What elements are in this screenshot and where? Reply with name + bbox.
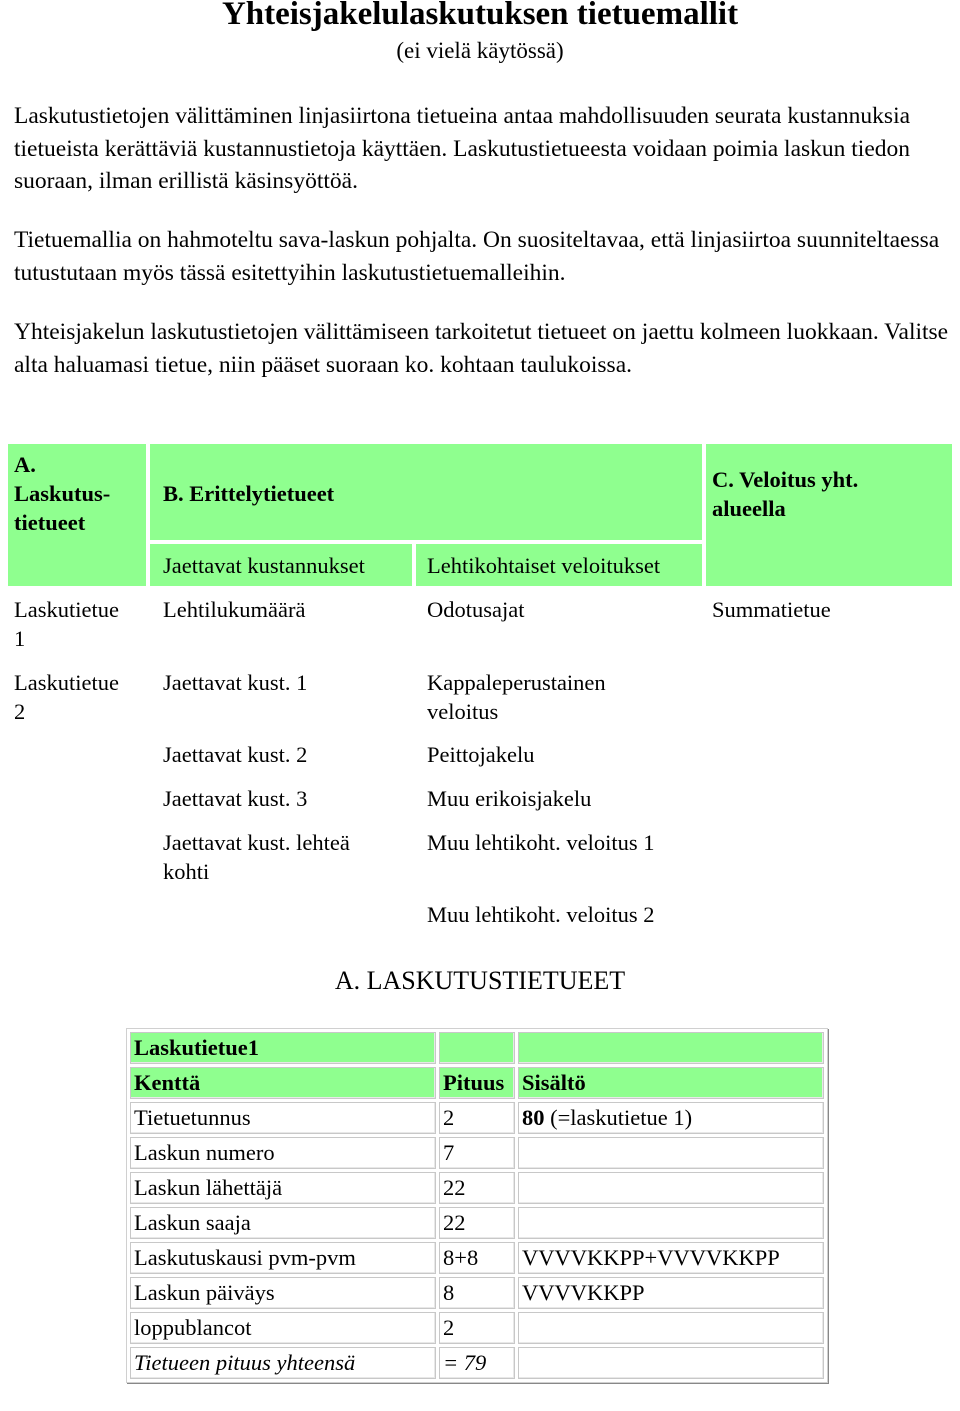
page-subtitle: (ei vielä käytössä) [396, 38, 564, 63]
field-cell: Tietuetunnus [130, 1102, 436, 1134]
nav-a-line2: Laskutus- [14, 481, 111, 506]
content-cell [518, 1172, 824, 1204]
total-length-cell: = 79 [439, 1347, 515, 1379]
nav-item-label: 2 [14, 699, 26, 724]
table-cell [439, 1032, 515, 1064]
nav-link-peittojakelu[interactable]: Peittojakelu [427, 742, 535, 767]
content-cell [518, 1207, 824, 1239]
nav-link-jaettavat-kust-1[interactable]: Jaettavat kust. 1 [163, 670, 308, 695]
nav-link-jaettavat-kust-3[interactable]: Jaettavat kust. 3 [163, 786, 308, 811]
length-cell: 22 [439, 1172, 515, 1204]
table-caption-row [130, 1032, 824, 1064]
laskutietue1-table [126, 1028, 828, 1383]
content-cell [518, 1137, 824, 1169]
nav-item-label: Laskutietue [14, 670, 119, 695]
field-cell: Laskutuskausi pvm-pvm [130, 1242, 436, 1274]
nav-link-kappaleperustainen-veloitus[interactable] [427, 668, 606, 726]
table-row [130, 1102, 824, 1134]
nav-link-jaettavat-kust-2[interactable]: Jaettavat kust. 2 [163, 742, 308, 767]
nav-link-a-laskutustietueet[interactable] [14, 450, 110, 537]
content-cell [518, 1102, 824, 1134]
length-cell: 8 [439, 1277, 515, 1309]
table-row [130, 1137, 824, 1169]
column-header-pituus: Pituus [439, 1067, 515, 1099]
page-title: Yhteisjakelulaskutuksen tietuemallit [221, 0, 739, 32]
length-cell: 2 [439, 1102, 515, 1134]
content-code: 80 [522, 1105, 545, 1130]
nav-link-laskutietue-1[interactable] [14, 595, 119, 653]
table-row [130, 1207, 824, 1239]
nav-link-summatietue[interactable]: Summatietue [712, 597, 831, 622]
nav-c-line2: alueella [712, 496, 786, 521]
content-text: (=laskutietue 1) [544, 1105, 693, 1130]
nav-link-muu-lehtikoht-veloitus-2[interactable]: Muu lehtikoht. veloitus 2 [427, 902, 655, 927]
length-cell: 22 [439, 1207, 515, 1239]
length-cell: 8+8 [439, 1242, 515, 1274]
table-row [130, 1277, 824, 1309]
nav-item-label: Jaettavat kust. lehteä [163, 830, 350, 855]
column-header-kentta: Kenttä [130, 1067, 436, 1099]
nav-link-muu-erikoisjakelu[interactable]: Muu erikoisjakelu [427, 786, 592, 811]
content-cell: VVVVKKPP [518, 1277, 824, 1309]
column-header-sisalto: Sisältö [518, 1067, 824, 1099]
intro-paragraph-3: Yhteisjakelun laskutustietojen välittämiseen tarkoitetut tietueet on jaettu kolmeen luokkaan. Valitse alta haluamasi tietue, niin pääset suoraan ko. kohtaan taulukoissa. [14, 319, 949, 378]
nav-item-label: Kappaleperustainen [427, 670, 606, 695]
nav-link-jaettavat-kustannukset[interactable]: Jaettavat kustannukset [163, 553, 365, 578]
nav-a-line3: tietueet [14, 510, 86, 535]
length-cell: 2 [439, 1312, 515, 1344]
field-cell: Laskun saaja [130, 1207, 436, 1239]
field-cell: loppublancot [130, 1312, 436, 1344]
field-cell: Laskun lähettäjä [130, 1172, 436, 1204]
nav-link-c-veloitus[interactable] [712, 465, 858, 523]
content-cell: VVVVKKPP+VVVVKKPP [518, 1242, 824, 1274]
table-caption: Laskutietue1 [130, 1032, 436, 1064]
nav-item-label: Laskutietue [14, 597, 119, 622]
nav-link-lehtilukumaara[interactable]: Lehtilukumäärä [163, 597, 306, 622]
field-cell: Laskun numero [130, 1137, 436, 1169]
table-cell [518, 1032, 824, 1064]
length-cell: 7 [439, 1137, 515, 1169]
nav-link-muu-lehtikoht-veloitus-1[interactable]: Muu lehtikoht. veloitus 1 [427, 830, 655, 855]
nav-link-lehtikohtaiset-veloitukset[interactable]: Lehtikohtaiset veloitukset [427, 553, 661, 578]
content-cell [518, 1347, 824, 1379]
nav-item-label: 1 [14, 626, 26, 651]
table-row [130, 1242, 824, 1274]
total-label-cell: Tietueen pituus yhteensä [130, 1347, 436, 1379]
nav-link-jaettavat-kust-lehtea-kohti[interactable] [163, 828, 350, 886]
intro-paragraph-2: Tietuemallia on hahmoteltu sava-laskun pohjalta. On suositeltavaa, että linjasiirtoa suunniteltaessa tutustutaan myös tässä esitettyihin laskutustietuemalleihin. [14, 227, 940, 286]
table-total-row [130, 1347, 824, 1379]
nav-c-line1: C. Veloitus yht. [712, 467, 859, 492]
nav-link-b-erittelytietueet[interactable]: B. Erittelytietueet [163, 481, 335, 506]
table-row [130, 1172, 824, 1204]
nav-item-label: kohti [163, 859, 210, 884]
nav-link-odotusajat[interactable]: Odotusajat [427, 597, 525, 622]
content-cell [518, 1312, 824, 1344]
table-header-row [130, 1067, 824, 1099]
nav-a-line1: A. [14, 452, 36, 477]
field-cell: Laskun päiväys [130, 1277, 436, 1309]
table-row [130, 1312, 824, 1344]
nav-link-laskutietue-2[interactable] [14, 668, 119, 726]
nav-item-label: veloitus [427, 699, 499, 724]
section-heading-a: A. LASKUTUSTIETUEET [334, 966, 626, 995]
intro-paragraph-1: Laskutustietojen välittäminen linjasiirtona tietueina antaa mahdollisuuden seurata kustannuksia tietueista kerättäviä kustannustietoja käyttäen. Laskutustietueesta voidaan poimia laskun tiedon suoraan, ilman erillistä käsinsyöttöä. [14, 103, 911, 194]
